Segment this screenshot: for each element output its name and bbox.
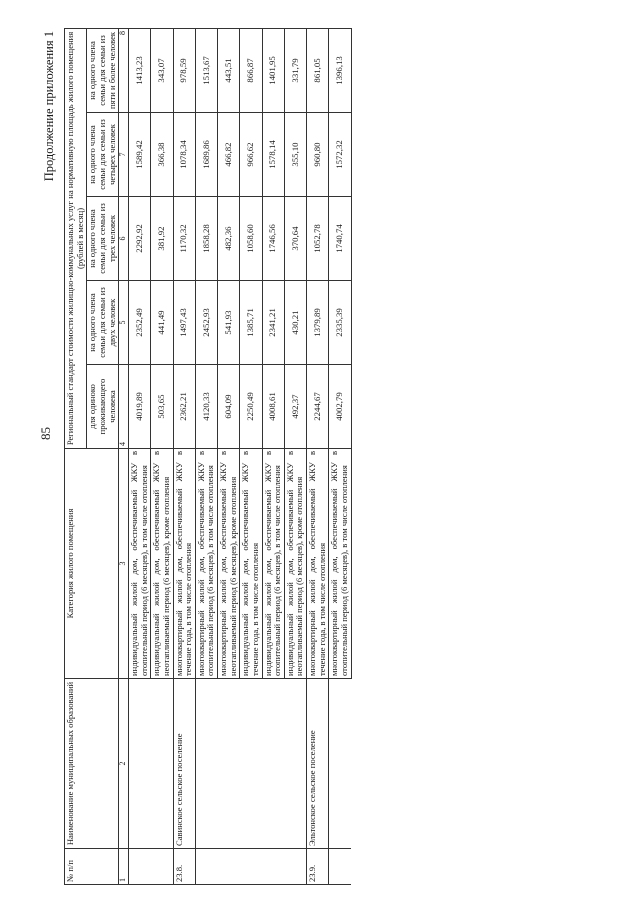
row-value: 492,37 [284,365,306,449]
index-5: 5 [119,281,129,365]
row-value: 4002,79 [329,365,351,449]
row-value: 1746,56 [262,197,284,281]
appendix-title: Продолжение приложения 1 [42,31,56,182]
row-value: 1578,14 [262,113,284,197]
row-no [129,849,151,885]
row-municipality: Савинское сельское поселение [173,679,195,849]
header-index-row [119,28,129,884]
header-sub-5: на одного члена семьи для семьи из пяти и более человек [87,28,119,112]
table-row [129,28,151,884]
row-value: 2244,67 [307,365,329,449]
row-value: 541,93 [218,281,240,365]
index-4: 4 [119,365,129,449]
row-value: 1058,60 [240,197,262,281]
row-value: 1689,86 [195,113,217,197]
header-standard: Региональный стандарт стоимости жилищно-коммунальных услуг на нормативную площадь жилого помещения (рублей в месяц) [65,28,87,448]
row-category: индивидуальный жилой дом, обеспечиваемый ЖКУ в неотапливаемый период (6 месяцев), кроме отопления [284,449,306,679]
row-value: 1513,67 [195,28,217,112]
row-municipality [151,679,173,849]
header-no: № п/п [65,849,119,885]
row-value: 2452,93 [195,281,217,365]
table-row [262,28,284,884]
header-sub-4: на одного члена семьи для семьи из четырех человек [87,113,119,197]
row-value: 1170,32 [173,197,195,281]
row-value: 466,82 [218,113,240,197]
row-category: многоквартирный жилой дом, обеспечиваемый ЖКУ в течение года, в том числе отопления [307,449,329,679]
row-value: 1385,71 [240,281,262,365]
row-value: 1589,42 [129,113,151,197]
row-value: 343,07 [151,28,173,112]
row-no [151,849,173,885]
row-value: 1401,95 [262,28,284,112]
index-6: 6 [119,197,129,281]
header-sub-2: на одного члена семьи для семьи из двух человек [87,281,119,365]
row-value: 503,65 [151,365,173,449]
row-municipality [284,679,306,849]
index-7: 7 [119,113,129,197]
rotated-sheet [42,25,602,885]
row-value: 1379,89 [307,281,329,365]
table-row [329,28,351,884]
row-value: 960,80 [307,113,329,197]
row-municipality [329,679,351,849]
row-value: 2250,49 [240,365,262,449]
row-category: многоквартирный жилой дом, обеспечиваемый ЖКУ в неотапливаемый период (6 месяцев), кроме отопления [218,449,240,679]
row-category: индивидуальный жилой дом, обеспечиваемый ЖКУ в отопительный период (6 месяцев), в том числе отопления [129,449,151,679]
page-number: 85 [38,427,53,440]
row-value: 482,36 [218,197,240,281]
row-category: многоквартирный жилой дом, обеспечиваемый ЖКУ в отопительный период (6 месяцев), в том числе отопления [329,449,351,679]
table-row [151,28,173,884]
row-municipality [129,679,151,849]
header-sub-3: на одного члена семьи для семьи из трех человек [87,197,119,281]
row-category: индивидуальный жилой дом, обеспечиваемый ЖКУ в неотапливаемый период (6 месяцев), кроме отопления [151,449,173,679]
row-value: 2335,39 [329,281,351,365]
row-municipality [240,679,262,849]
row-category: индивидуальный жилой дом, обеспечиваемый ЖКУ в течение года, в том числе отопления [240,449,262,679]
row-no [262,849,284,885]
row-value: 1052,78 [307,197,329,281]
row-no [195,849,217,885]
table-row [307,28,329,884]
row-value: 355,10 [284,113,306,197]
row-value: 1078,34 [173,113,195,197]
row-no [218,849,240,885]
row-value: 331,79 [284,28,306,112]
header-municipality: Наименование муниципальных образований [65,679,119,849]
row-value: 443,51 [218,28,240,112]
index-3: 3 [119,449,129,679]
row-no [329,849,351,885]
index-1: 1 [119,849,129,885]
row-value: 370,64 [284,197,306,281]
row-category: многоквартирный жилой дом, обеспечиваемый ЖКУ в отопительный период (6 месяцев), в том числе отопления [195,449,217,679]
row-value: 366,38 [151,113,173,197]
row-value: 1396,13 [329,28,351,112]
row-value: 1858,28 [195,197,217,281]
row-value: 966,62 [240,113,262,197]
row-value: 430,21 [284,281,306,365]
index-2: 2 [119,679,129,849]
row-no: 23.8. [173,849,195,885]
row-value: 4120,33 [195,365,217,449]
row-value: 861,05 [307,28,329,112]
row-category: индивидуальный жилой дом, обеспечиваемый ЖКУ в отопительный период (6 месяцев), в том числе отопления [262,449,284,679]
table-row [195,28,217,884]
table-row [284,28,306,884]
row-value: 381,92 [151,197,173,281]
index-8: 8 [119,28,129,112]
row-value: 2362,21 [173,365,195,449]
row-municipality [262,679,284,849]
row-value: 2292,92 [129,197,151,281]
row-value: 4008,61 [262,365,284,449]
row-value: 604,09 [218,365,240,449]
row-value: 2352,49 [129,281,151,365]
row-no [284,849,306,885]
row-no: 23.9. [307,849,329,885]
row-no [240,849,262,885]
row-municipality [218,679,240,849]
table-row [173,28,195,884]
table-row [240,28,262,884]
row-value: 4019,89 [129,365,151,449]
housing-cost-table [64,28,352,885]
row-value: 2341,21 [262,281,284,365]
row-municipality: Эльтонское сельское поселение [307,679,329,849]
row-value: 1413,23 [129,28,151,112]
header-row-1 [65,28,87,884]
header-category: Категория жилого помещения [65,449,119,679]
header-sub-1: для одиноко проживающего человека [87,365,119,449]
table-row [218,28,240,884]
row-value: 1572,32 [329,113,351,197]
row-value: 978,59 [173,28,195,112]
row-value: 1497,43 [173,281,195,365]
row-value: 1740,74 [329,197,351,281]
row-value: 866,87 [240,28,262,112]
row-category: многоквартирный жилой дом, обеспечиваемый ЖКУ в течение года, в том числе отопления [173,449,195,679]
row-value: 441,49 [151,281,173,365]
row-municipality [195,679,217,849]
